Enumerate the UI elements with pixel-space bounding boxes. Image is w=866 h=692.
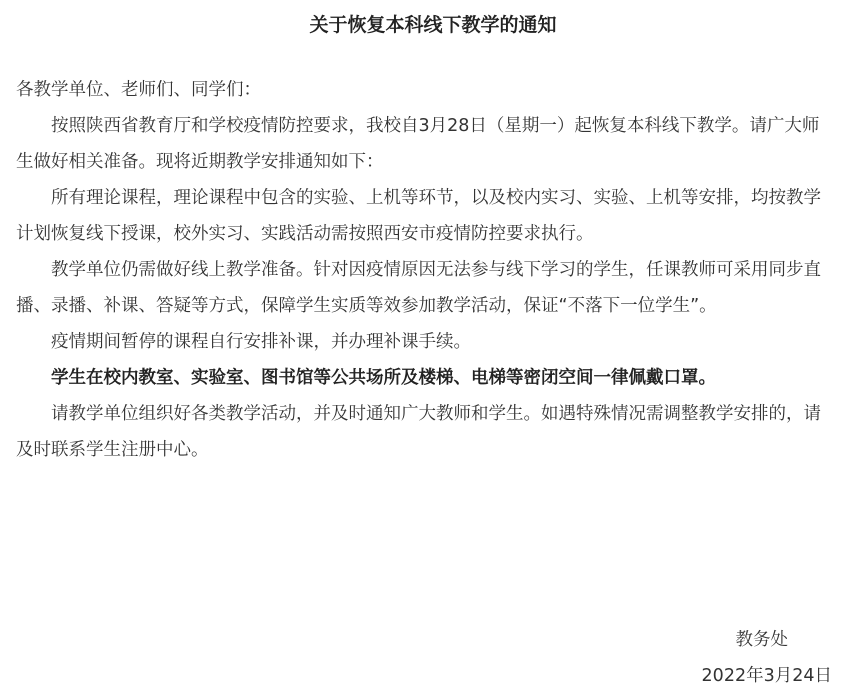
signature-date: 2022年3月24日: [701, 666, 832, 686]
paragraph-online-preparation: 教学单位仍需做好线上教学准备。针对因疫情原因无法参与线下学习的学生，任课教师可采用同步直播、录播、补课、答疑等方式，保障学生实质等效参加教学活动，保证“不落下一位学生”。: [16, 260, 821, 316]
notice-body: [16, 72, 834, 468]
paragraph-mask-requirement: 学生在校内教室、实验室、图书馆等公共场所及楼梯、电梯等密闭空间一律佩戴口罩。: [51, 368, 716, 388]
paragraph-resume-teaching: 按照陕西省教育厅和学校疫情防控要求，我校自3月28日（星期一）起恢复本科线下教学。请广大师生做好相关准备。现将近期教学安排通知如下：: [16, 116, 820, 172]
notice-greeting: 各教学单位、老师们、同学们：: [16, 80, 261, 100]
paragraph-makeup-classes: 疫情期间暂停的课程自行安排补课，并办理补课手续。: [51, 332, 471, 352]
notice-title: 关于恢复本科线下教学的通知: [309, 14, 557, 36]
paragraph-closing: 请教学单位组织好各类教学活动，并及时通知广大教师和学生。如遇特殊情况需调整教学安排的，请及时联系学生注册中心。: [16, 404, 821, 460]
signature-department: 教务处: [735, 630, 788, 650]
paragraph-offline-courses: 所有理论课程，理论课程中包含的实验、上机等环节，以及校内实习、实验、上机等安排，均按教学计划恢复线下授课，校外实习、实践活动需按照西安市疫情防控要求执行。: [16, 188, 821, 244]
